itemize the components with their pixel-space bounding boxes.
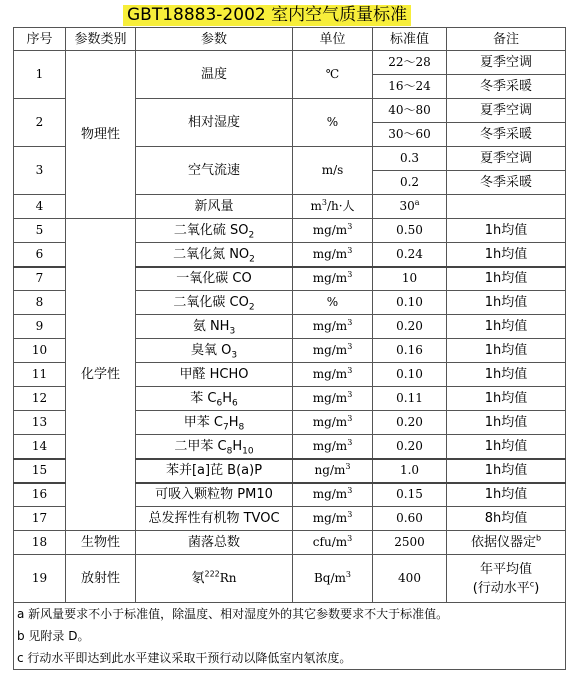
std-cell: 40～80 (373, 99, 447, 123)
std-cell: 10 (373, 267, 447, 291)
unit-cell: m/s (293, 147, 373, 195)
header-seq: 序号 (14, 28, 66, 51)
std-cell: 0.24 (373, 243, 447, 267)
row-seq: 18 (14, 531, 66, 555)
remark-cell (447, 195, 566, 219)
param-cell: 相对湿度 (136, 99, 293, 147)
std-cell: 0.20 (373, 435, 447, 459)
remark-cell: 1h均值 (447, 315, 566, 339)
param-cell: 新风量 (136, 195, 293, 219)
header-unit: 单位 (293, 28, 373, 51)
remark-cell: 1h均值 (447, 267, 566, 291)
std-cell: 2500 (373, 531, 447, 555)
std-cell: 0.10 (373, 363, 447, 387)
row-seq: 17 (14, 507, 66, 531)
std-cell: 0.60 (373, 507, 447, 531)
remark-cell: 依据仪器定$^b$ (447, 531, 566, 555)
unit-cell: $mg/m^3$ (293, 243, 373, 267)
remark-cell: 1h均值 (447, 363, 566, 387)
unit-cell: $mg/m^3$ (293, 363, 373, 387)
remark-cell: 8h均值 (447, 507, 566, 531)
unit-cell: $ng/m^3$ (293, 459, 373, 483)
param-cell: 空气流速 (136, 147, 293, 195)
remark-cell: 1h均值 (447, 411, 566, 435)
unit-cell: $mg/m^3$ (293, 339, 373, 363)
param-cell: 一氧化碳 CO (136, 267, 293, 291)
row-seq: 9 (14, 315, 66, 339)
unit-cell: $mg/m^3$ (293, 219, 373, 243)
param-cell: 二甲苯 $C_8H_{10}$ (136, 435, 293, 459)
row-seq: 10 (14, 339, 66, 363)
std-cell: 0.2 (373, 171, 447, 195)
row-seq: 1 (14, 51, 66, 99)
row-seq: 12 (14, 387, 66, 411)
std-cell: 0.11 (373, 387, 447, 411)
unit-cell: $mg/m^3$ (293, 315, 373, 339)
title-bar (0, 0, 579, 30)
param-cell: 二氧化碳 $CO_2$ (136, 291, 293, 315)
std-cell: 30～60 (373, 123, 447, 147)
std-cell: 1.0 (373, 459, 447, 483)
unit-cell: $mg/m^3$ (293, 483, 373, 507)
remark-cell: 1h均值 (447, 291, 566, 315)
unit-cell: $mg/m^3$ (293, 411, 373, 435)
footnote-b: b 见附录 D。 (14, 625, 566, 647)
table-row (14, 51, 566, 75)
unit-cell: $Bq/m^3$ (293, 555, 373, 603)
unit-cell: % (293, 99, 373, 147)
param-cell: 温度 (136, 51, 293, 99)
table-row (14, 555, 566, 603)
row-seq: 6 (14, 243, 66, 267)
footnote-row (14, 647, 566, 670)
std-cell: 22～28 (373, 51, 447, 75)
param-cell: 菌落总数 (136, 531, 293, 555)
remark-cell: 夏季空调 (447, 51, 566, 75)
footnote-row (14, 603, 566, 626)
std-cell: 400 (373, 555, 447, 603)
unit-cell: cfu/$m^3$ (293, 531, 373, 555)
header-remark: 备注 (447, 28, 566, 51)
category-radioactive: 放射性 (66, 555, 136, 603)
category-biological: 生物性 (66, 531, 136, 555)
std-cell: 0.20 (373, 315, 447, 339)
remark-cell: 夏季空调 (447, 99, 566, 123)
row-seq: 19 (14, 555, 66, 603)
remark-cell: 1h均值 (447, 483, 566, 507)
remark-cell: 1h均值 (447, 339, 566, 363)
remark-cell: 冬季采暖 (447, 75, 566, 99)
unit-cell: $m^3/h\cdot$人 (293, 195, 373, 219)
unit-cell: ℃ (293, 51, 373, 99)
remark-cell: 1h均值 (447, 219, 566, 243)
param-cell: 苯 $C_6H_6$ (136, 387, 293, 411)
remark-cell: 冬季采暖 (447, 171, 566, 195)
table-row (14, 219, 566, 243)
remark-cell: 冬季采暖 (447, 123, 566, 147)
std-cell: 16～24 (373, 75, 447, 99)
header-category: 参数类别 (66, 28, 136, 51)
std-cell: 0.16 (373, 339, 447, 363)
unit-cell: $mg/m^3$ (293, 387, 373, 411)
param-cell: 二氧化氮 $NO_2$ (136, 243, 293, 267)
param-cell: 二氧化硫 $SO_2$ (136, 219, 293, 243)
param-cell: 臭氧 $O_3$ (136, 339, 293, 363)
footnote-a: a 新风量要求不小于标准值，除温度、相对湿度外的其它参数要求不大于标准值。 (14, 603, 566, 626)
unit-cell: $mg/m^3$ (293, 435, 373, 459)
param-cell: 甲苯 $C_7H_8$ (136, 411, 293, 435)
std-cell: 0.15 (373, 483, 447, 507)
header-param: 参数 (136, 28, 293, 51)
remark-cell: 1h均值 (447, 387, 566, 411)
row-seq: 11 (14, 363, 66, 387)
row-seq: 14 (14, 435, 66, 459)
param-cell: 氨 $NH_3$ (136, 315, 293, 339)
param-cell: 甲醛 HCHO (136, 363, 293, 387)
row-seq: 8 (14, 291, 66, 315)
param-cell: 氡$^{222}$Rn (136, 555, 293, 603)
remark-cell: 夏季空调 (447, 147, 566, 171)
page-title: GBT18883-2002 室内空气质量标准 (123, 5, 411, 26)
footnote-c: c 行动水平即达到此水平建议采取干预行动以降低室内氡浓度。 (14, 647, 566, 670)
param-cell: 可吸入颗粒物 PM10 (136, 483, 293, 507)
row-seq: 15 (14, 459, 66, 483)
std-cell: 0.50 (373, 219, 447, 243)
remark-cell: 1h均值 (447, 243, 566, 267)
std-cell: 30$^a$ (373, 195, 447, 219)
param-cell: 苯并[a]芘 B(a)P (136, 459, 293, 483)
param-cell: 总发挥性有机物 TVOC (136, 507, 293, 531)
row-seq: 13 (14, 411, 66, 435)
header-std: 标准值 (373, 28, 447, 51)
unit-cell: $mg/m^3$ (293, 507, 373, 531)
std-cell: 0.3 (373, 147, 447, 171)
row-seq: 16 (14, 483, 66, 507)
table-row (14, 531, 566, 555)
row-seq: 5 (14, 219, 66, 243)
row-seq: 7 (14, 267, 66, 291)
air-quality-table (13, 27, 566, 670)
header-row (14, 28, 566, 51)
std-cell: 0.10 (373, 291, 447, 315)
remark-cell: 1h均值 (447, 435, 566, 459)
category-physical: 物理性 (66, 51, 136, 219)
unit-cell: % (293, 291, 373, 315)
row-seq: 4 (14, 195, 66, 219)
row-seq: 3 (14, 147, 66, 195)
remark-cell: 1h均值 (447, 459, 566, 483)
std-cell: 0.20 (373, 411, 447, 435)
row-seq: 2 (14, 99, 66, 147)
category-chemical: 化学性 (66, 219, 136, 531)
remark-cell: 年平均值 (行动水平$^c$) (447, 555, 566, 603)
footnote-row (14, 625, 566, 647)
unit-cell: $mg/m^3$ (293, 267, 373, 291)
